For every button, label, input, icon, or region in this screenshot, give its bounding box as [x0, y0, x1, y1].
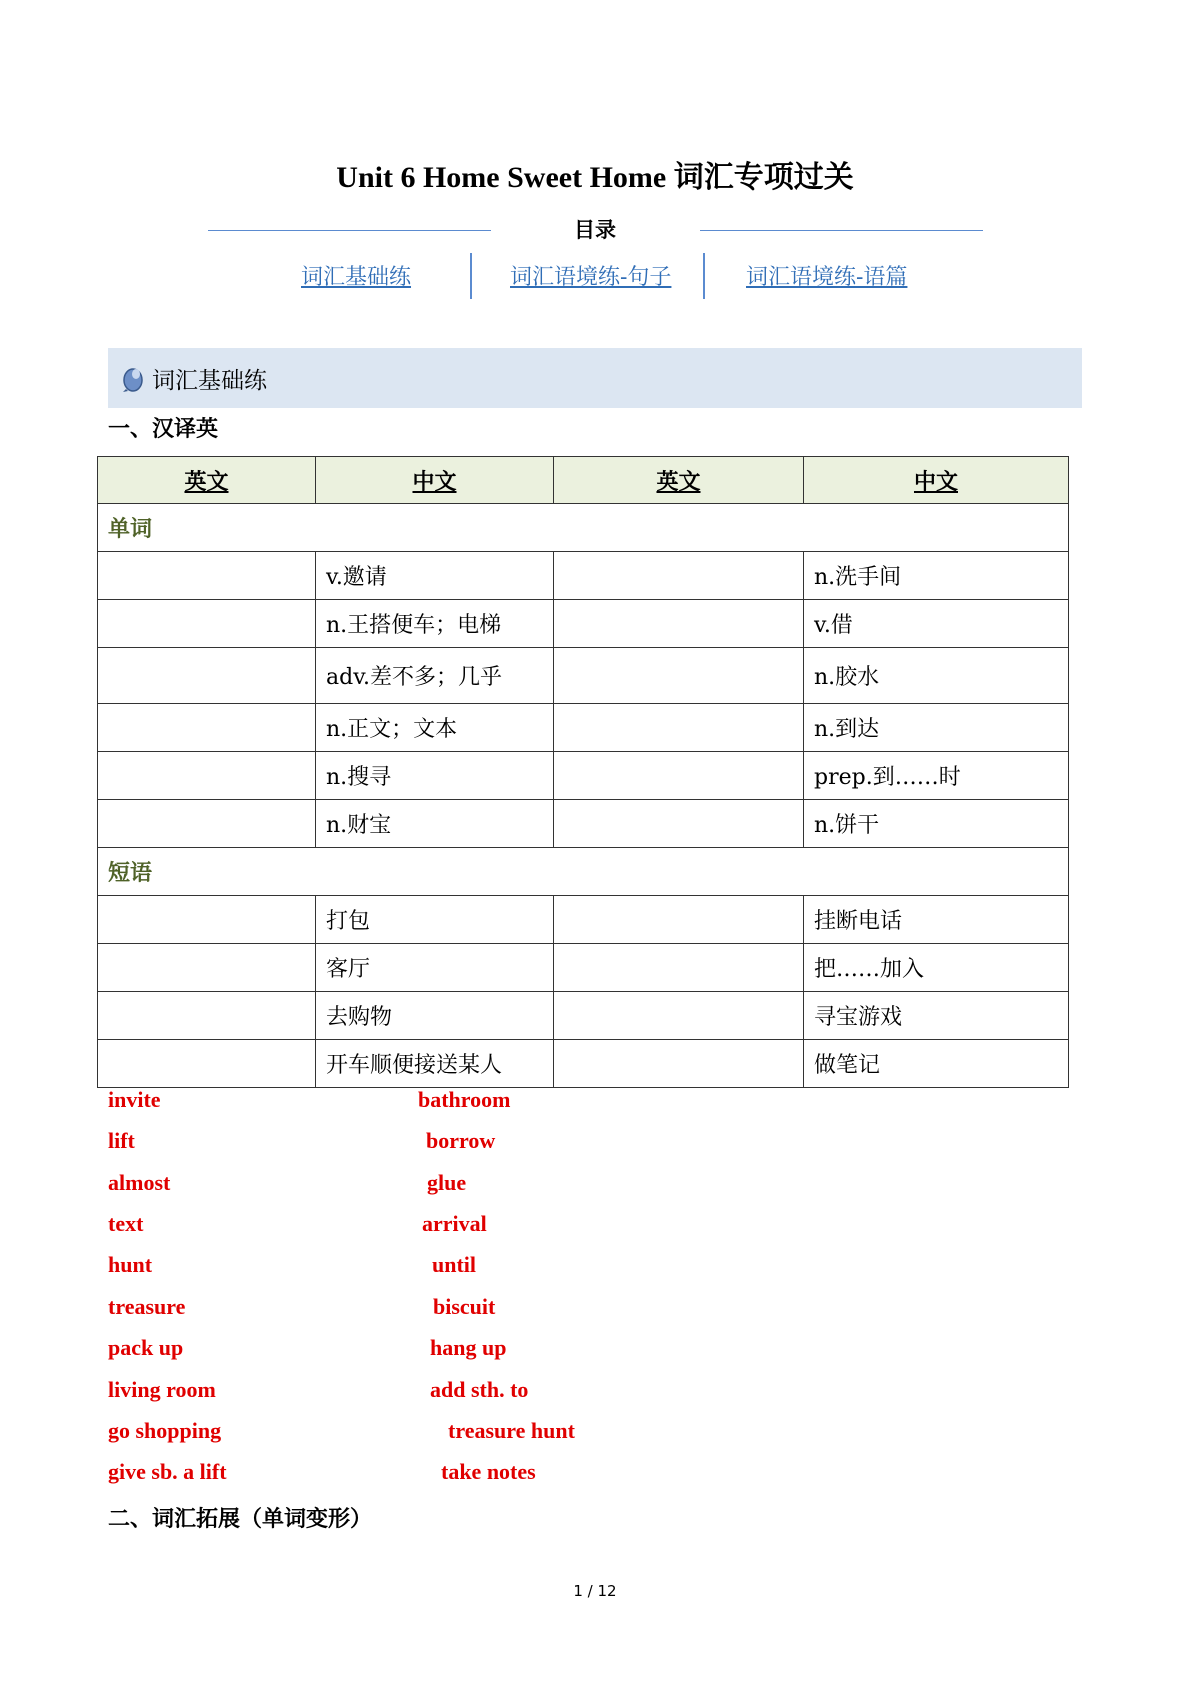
answer-right: hang up — [430, 1335, 507, 1360]
english-answer-cell[interactable] — [98, 992, 316, 1040]
chinese-cell: v.邀请 — [316, 552, 554, 600]
page-number: 1 / 12 — [573, 1582, 617, 1600]
english-answer-cell[interactable] — [98, 800, 316, 848]
chinese-cell: prep.到……时 — [804, 752, 1069, 800]
answer-left: lift — [108, 1128, 135, 1153]
table-row — [98, 552, 1069, 600]
group-label-phrases: 短语 — [98, 848, 1069, 896]
chinese-cell: 打包 — [316, 896, 554, 944]
english-answer-cell[interactable] — [554, 648, 804, 704]
answer-left: invite — [108, 1087, 161, 1112]
table-row — [98, 992, 1069, 1040]
chinese-cell: 开车顺便接送某人 — [316, 1040, 554, 1088]
english-answer-cell[interactable] — [98, 648, 316, 704]
chinese-cell: n.饼干 — [804, 800, 1069, 848]
table-row — [98, 704, 1069, 752]
answer-left: pack up — [108, 1335, 184, 1360]
answer-right: bathroom — [418, 1087, 511, 1112]
chinese-cell: 去购物 — [316, 992, 554, 1040]
section-banner — [108, 348, 1082, 408]
chinese-cell: n.胶水 — [804, 648, 1069, 704]
answer-right: borrow — [426, 1128, 496, 1153]
answer-left: give sb. a lift — [108, 1459, 227, 1484]
header-chinese: 中文 — [804, 457, 1069, 504]
english-answer-cell[interactable] — [554, 600, 804, 648]
english-answer-cell[interactable] — [98, 600, 316, 648]
part1-heading: 一、汉译英 — [108, 416, 219, 442]
answer-left: almost — [108, 1170, 171, 1195]
english-answer-cell[interactable] — [98, 896, 316, 944]
chinese-cell: n.王搭便车；电梯 — [316, 600, 554, 648]
vocab-table — [97, 456, 1069, 1088]
header-english: 英文 — [98, 457, 316, 504]
chinese-cell: n.财宝 — [316, 800, 554, 848]
chinese-cell: 寻宝游戏 — [804, 992, 1069, 1040]
chinese-cell: 把……加入 — [804, 944, 1069, 992]
toc-divider-right — [700, 230, 983, 231]
answer-right: add sth. to — [430, 1377, 529, 1402]
part2-heading: 二、词汇拓展（单词变形） — [108, 1506, 373, 1532]
header-english: 英文 — [554, 457, 804, 504]
table-row — [98, 600, 1069, 648]
english-answer-cell[interactable] — [98, 704, 316, 752]
english-answer-cell[interactable] — [554, 704, 804, 752]
answer-left: living room — [108, 1377, 216, 1402]
english-answer-cell[interactable] — [98, 1040, 316, 1088]
chinese-cell: v.借 — [804, 600, 1069, 648]
english-answer-cell[interactable] — [554, 752, 804, 800]
chinese-cell: n.正文；文本 — [316, 704, 554, 752]
chinese-cell: adv.差不多；几乎 — [316, 648, 554, 704]
group-row-words — [98, 504, 1069, 552]
english-answer-cell[interactable] — [554, 992, 804, 1040]
chinese-cell: 客厅 — [316, 944, 554, 992]
answer-left: treasure — [108, 1294, 186, 1319]
answer-left: hunt — [108, 1252, 153, 1277]
pencil-icon — [120, 363, 146, 393]
english-answer-cell[interactable] — [554, 552, 804, 600]
answer-right: glue — [427, 1170, 467, 1195]
toc-link-sentence-context[interactable]: 词汇语境练-句子 — [510, 265, 672, 290]
english-answer-cell[interactable] — [554, 896, 804, 944]
english-answer-cell[interactable] — [554, 1040, 804, 1088]
toc-link-basic-vocab[interactable]: 词汇基础练 — [301, 265, 412, 290]
table-header-row — [98, 457, 1069, 504]
document-title: Unit 6 Home Sweet Home 词汇专项过关 — [336, 161, 854, 194]
toc-separator — [470, 253, 472, 299]
chinese-cell: 挂断电话 — [804, 896, 1069, 944]
answer-left: go shopping — [108, 1418, 222, 1443]
toc-heading: 目录 — [574, 217, 616, 242]
group-label-words: 单词 — [98, 504, 1069, 552]
english-answer-cell[interactable] — [554, 944, 804, 992]
answer-right: take notes — [441, 1459, 536, 1484]
english-answer-cell[interactable] — [554, 800, 804, 848]
table-row — [98, 752, 1069, 800]
chinese-cell: 做笔记 — [804, 1040, 1069, 1088]
answer-right: treasure hunt — [448, 1418, 575, 1443]
answer-right: until — [432, 1252, 477, 1277]
english-answer-cell[interactable] — [98, 552, 316, 600]
toc-link-passage-context[interactable]: 词汇语境练-语篇 — [746, 265, 908, 290]
table-row — [98, 1040, 1069, 1088]
answer-right: arrival — [422, 1211, 487, 1236]
english-answer-cell[interactable] — [98, 752, 316, 800]
section-banner-title: 词汇基础练 — [152, 368, 267, 394]
header-chinese: 中文 — [316, 457, 554, 504]
chinese-cell: n.到达 — [804, 704, 1069, 752]
table-row — [98, 800, 1069, 848]
table-row — [98, 944, 1069, 992]
answer-right: biscuit — [433, 1294, 496, 1319]
toc-separator — [703, 253, 705, 299]
chinese-cell: n.洗手间 — [804, 552, 1069, 600]
group-row-phrases — [98, 848, 1069, 896]
english-answer-cell[interactable] — [98, 944, 316, 992]
table-row — [98, 648, 1069, 704]
table-row — [98, 896, 1069, 944]
answer-left: text — [108, 1211, 144, 1236]
chinese-cell: n.搜寻 — [316, 752, 554, 800]
